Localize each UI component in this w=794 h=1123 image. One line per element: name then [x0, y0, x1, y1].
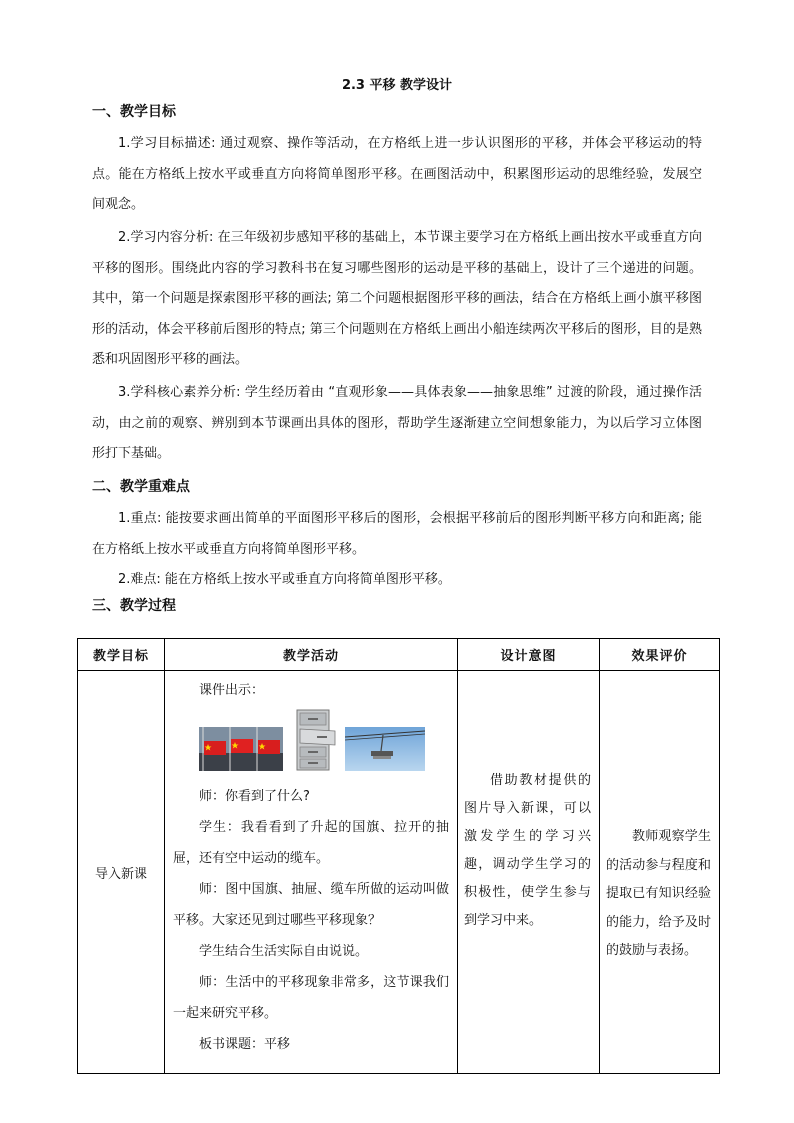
goal-paragraph-2: 2.学习内容分析: 在三年级初步感知平移的基础上，本节课主要学习在方格纸上画出按水平或垂直方向平移的图形。围绕此内容的学习教科书在复习哪些图形的运动是平移的基础上，设计了三个递进的问题。其中，第一个问题是探索图形平移的画法; 第二个问题根据图形平移的画法，结合在方格纸上画小旗平移图形的活动，体会平移前后图形的特点; 第三个问题则在方格纸上画出小船连续两次平移后的图形，目的是熟悉和巩固图形平移的画法。 [92, 230, 702, 367]
activity-line: 师：生活中的平移现象非常多，这节课我们一起来研究平移。 [173, 975, 449, 1021]
header-activity: 教学活动 [165, 639, 458, 671]
intent-cell [458, 671, 600, 1074]
goal-paragraph-3: 3.学科核心素养分析: 学生经历着由 “直观形象——具体表象——抽象思维” 过渡的阶段，通过操作活动，由之前的观察、辨别到本节课画出具体的图形，帮助学生逐渐建立空间想象能力，为以后学习立体图形打下基础。 [92, 385, 702, 461]
goal-cell: 导入新课 [78, 671, 165, 1074]
evaluation-cell [600, 671, 720, 1074]
activity-line: 学生结合生活实际自由说说。 [199, 944, 369, 959]
courseware-images [199, 709, 449, 771]
keypoint-paragraph-2: 2.难点: 能在方格纸上按水平或垂直方向将简单图形平移。 [118, 572, 451, 587]
table-row [78, 671, 720, 1074]
teaching-process-table [77, 638, 720, 1074]
activity-line: 课件出示： [199, 683, 265, 698]
section-heading-goals: 一、教学目标 [92, 104, 176, 120]
activity-line: 学生：我看看到了升起的国旗、拉开的抽屉，还有空中运动的缆车。 [173, 820, 449, 866]
goal-paragraph-1: 1.学习目标描述: 通过观察、操作等活动，在方格纸上进一步认识图形的平移，并体会平移运动的特点。能在方格纸上按水平或垂直方向将简单图形平移。在画图活动中，积累图形运动的思维经验，发展空间观念。 [92, 136, 702, 212]
cable-car-photo [345, 727, 425, 771]
activity-line: 师：图中国旗、抽屉、缆车所做的运动叫做平移。大家还见到过哪些平移现象？ [173, 882, 449, 928]
page-title: 2.3 平移 教学设计 [341, 78, 453, 93]
table-header-row [78, 639, 720, 671]
flags-photo [199, 727, 283, 771]
section-heading-process: 三、教学过程 [92, 598, 176, 614]
header-goal: 教学目标 [78, 639, 165, 671]
evaluation-text: 教师观察学生的活动参与程度和提取已有知识经验的能力，给予及时的鼓励与表扬。 [606, 829, 711, 958]
activity-line: 师：你看到了什么? [199, 789, 310, 804]
filing-cabinet-photo [291, 709, 337, 771]
activity-cell [165, 671, 458, 1074]
activity-line: 板书课题：平移 [199, 1037, 291, 1052]
section-heading-keypoints: 二、教学重难点 [92, 479, 190, 495]
intent-text: 借助教材提供的图片导入新课，可以激发学生的学习兴趣，调动学生学习的积极性，使学生参与到学习中来。 [464, 773, 591, 928]
header-evaluation: 效果评价 [600, 639, 720, 671]
keypoint-paragraph-1: 1.重点: 能按要求画出简单的平面图形平移后的图形，会根据平移前后的图形判断平移方向和距离; 能在方格纸上按水平或垂直方向将简单图形平移。 [92, 511, 702, 557]
header-intent: 设计意图 [458, 639, 600, 671]
